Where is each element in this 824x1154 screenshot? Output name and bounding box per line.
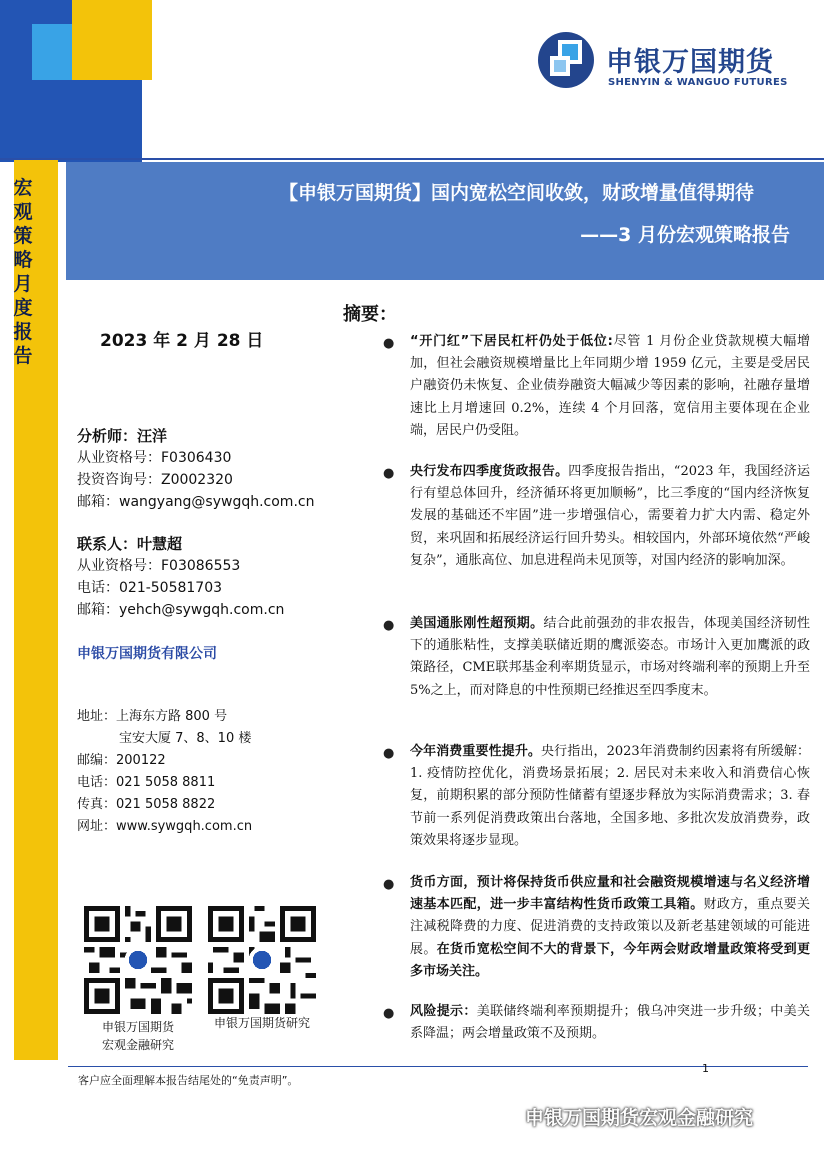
bullet-icon: ● — [383, 1006, 395, 1021]
summary-item-5-text: 财政方，重点要关注减税降费的力度、促进消费的支持政策以及新老基建领域的可能进展。 — [410, 897, 810, 957]
company-logo — [536, 30, 796, 94]
summary-item-3 — [410, 613, 810, 702]
bullet-icon: ● — [383, 466, 395, 481]
analyst-email[interactable]: 邮箱：wangyang@sywgqh.com.cn — [77, 494, 315, 510]
bullet-icon: ● — [383, 746, 395, 761]
qr-caption-2: 申银万国期货研究 — [213, 1016, 310, 1030]
address-postcode: 邮编：200122 — [77, 753, 166, 768]
qr-code-icon — [208, 906, 316, 1014]
summary-item-4 — [410, 741, 810, 852]
disclaimer: 客户应全面理解本报告结尾处的“免责声明”。 — [78, 1074, 299, 1087]
bullet-icon: ● — [383, 877, 395, 892]
report-date: 2023 年 2 月 28 日 — [100, 331, 264, 351]
summary-item-5 — [410, 872, 810, 983]
contact-phone: 电话：021-50581703 — [77, 580, 223, 596]
summary-item-3-text: 结合此前强劲的非农报告，体现美国经济韧性下的通胀粘性，支撑美联储近期的鹰派姿态。市场计入更加鹰派的政策路径，CME联邦基金利率期货显示，市场对终端利率的预期上升至5%之上，而对降息的中性预期已经推迟至四季度末。 — [410, 616, 810, 698]
page-number: 1 — [702, 1062, 709, 1075]
summary-item-4-heading: 今年消费重要性提升。 — [410, 744, 542, 759]
sidebar-category: 宏观策略 — [13, 177, 33, 271]
summary-item-5-conclusion: 在货币宽松空间不大的背景下，今年两会财政增量政策将受到更多市场关注。 — [410, 941, 810, 979]
bullet-icon: ● — [383, 336, 395, 351]
summary-item-6 — [410, 1001, 810, 1045]
watermark-text: 申银万国期货宏观金融研究 — [525, 1107, 754, 1129]
summary-item-6-text: 美联储终端利率预期提升；俄乌冲突进一步升级；中美关系降温；两会增量政策不及预期。 — [410, 1004, 810, 1042]
summary-item-2-heading: 央行发布四季度货政报告。 — [410, 464, 569, 479]
analyst-qualification: 从业资格号：F0306430 — [77, 450, 232, 466]
header-decoration-gold — [72, 0, 152, 80]
sidebar-report-type: 月度报告 — [13, 273, 33, 367]
summary-item-1-text: 尽管 1 月份企业贷款规模大幅增加，但社会融资规模增量比上年同期少增 1959 亿元，主要是受居民户融资仍未恢复、企业债券融资大幅减少等因素的影响，社融存量增速比上月增速回 0.2%，连续 4 个月回落，宽信用主要体现在企业端，居民户仍受阻。 — [410, 334, 810, 438]
address-website[interactable]: 网址：www.sywgqh.com.cn — [77, 819, 253, 834]
logo-name-cn: 申银万国期货 — [606, 47, 774, 78]
logo-name-en: SHENYIN & WANGUO FUTURES — [608, 77, 788, 88]
footer-divider — [68, 1066, 808, 1067]
contact-qualification: 从业资格号：F03086553 — [77, 558, 241, 574]
address-line2: 宝安大厦 7、8、10 楼 — [119, 731, 252, 746]
summary-item-1 — [410, 331, 810, 442]
contact-name: 联系人：叶慧超 — [77, 535, 183, 553]
qr-caption-1a: 申银万国期货 — [101, 1020, 174, 1034]
summary-item-3-heading: 美国通胀刚性超预期。 — [410, 616, 544, 631]
address-phone: 电话：021 5058 8811 — [77, 775, 216, 790]
company-name: 申银万国期货有限公司 — [77, 646, 217, 662]
analyst-name: 分析师：汪洋 — [77, 427, 168, 445]
summary-item-2 — [410, 461, 810, 572]
report-subtitle: ——3 月份宏观策略报告 — [580, 224, 790, 246]
qr-code-icon — [84, 906, 192, 1014]
address-line1: 地址：上海东方路 800 号 — [77, 709, 228, 724]
bullet-icon: ● — [383, 618, 395, 633]
summary-item-2-text: 四季度报告指出，“2023 年，我国经济运行有望总体回升，经济循环将更加顺畅”，比三季度的“国内经济恢复发展的基础还不牢固”进一步增强信心，需要着力扩大内需、稳定外贸，来巩固和拓展经济运行回升势头。相较国内，外部环境依然“严峻复杂”，通胀高位、加息进程尚未见顶等，对国内经济的影响加深。 — [410, 464, 810, 568]
summary-title: 摘要： — [343, 304, 397, 325]
summary-item-1-heading: “开门红”下居民杠杆仍处于低位: — [410, 334, 613, 349]
analyst-consulting-number: 投资咨询号：Z0002320 — [77, 472, 233, 488]
logo-mark-icon — [536, 30, 596, 90]
summary-item-4-text: 央行指出，2023年消费制约因素将有所缓解：1. 疫情防控优化，消费场景拓展；2. 居民对未来收入和消费信心恢复，前期积累的部分预防性储蓄有望逐步释放为实际消费需求；3. 春节前一系列促消费政策出台落地，全国多地、多批次发放消费券，政策效果将逐步显现。 — [410, 744, 810, 848]
summary-item-6-heading: 风险提示： — [410, 1004, 477, 1019]
address-fax: 传真：021 5058 8822 — [77, 797, 216, 812]
qr-caption-1b: 宏观金融研究 — [101, 1038, 174, 1052]
report-title: 【申银万国期货】国内宽松空间收敛，财政增量值得期待 — [278, 182, 754, 204]
header-divider — [0, 158, 824, 160]
contact-email[interactable]: 邮箱：yehch@sywgqh.com.cn — [77, 602, 285, 618]
summary-item-5-heading: 货币方面，预计将保持货币供应量和社会融资规模增速与名义经济增速基本匹配，进一步丰富结构性货币政策工具箱。 — [410, 875, 810, 913]
